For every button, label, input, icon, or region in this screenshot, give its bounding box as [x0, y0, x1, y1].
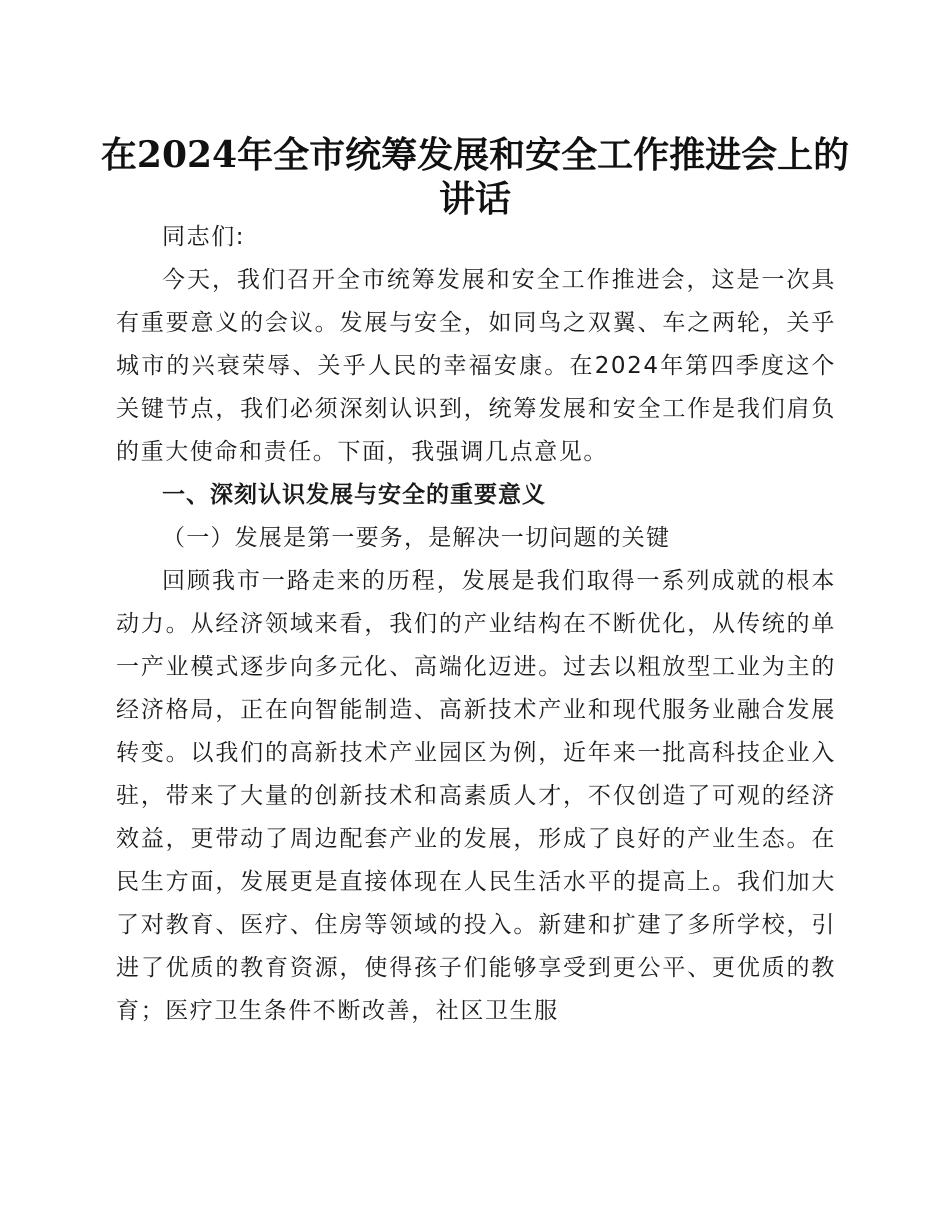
- paragraph-intro: 今天，我们召开全市统筹发展和安全工作推进会，这是一次具有重要意义的会议。发展与安全，如同鸟之双翼、车之两轮，关乎城市的兴衰荣辱、关乎人民的幸福安康。在2024年第四季度这个关键节点，我们必须深刻认识到，统筹发展和安全工作是我们肩负的重大使命和责任。下面，我强调几点意见。: [116, 267, 836, 465]
- document-body: [116, 216, 836, 1033]
- subsection-heading-1-1: （一）发展是第一要务，是解决一切问题的关键: [162, 525, 671, 551]
- salutation: 同志们:: [162, 224, 246, 250]
- document-title-line-1: 在2024年全市统筹发展和安全工作推进会上的: [100, 134, 850, 176]
- paragraph-development: 回顾我市一路走来的历程，发展是我们取得一系列成就的根本动力。从经济领域来看，我们的产业结构在不断优化，从传统的单一产业模式逐步向多元化、高端化迈进。过去以粗放型工业为主的经济格局，正在向智能制造、高新技术产业和现代服务业融合发展转变。以我们的高新技术产业园区为例，近年来一批高科技企业入驻，带来了大量的创新技术和高素质人才，不仅创造了可观的经济效益，更带动了周边配套产业的发展，形成了良好的产业生态。在民生方面，发展更是直接体现在人民生活水平的提高上。我们加大了对教育、医疗、住房等领域的投入。新建和扩建了多所学校，引进了优质的教育资源，使得孩子们能够享受到更公平、更优质的教育；医疗卫生条件不断改善，社区卫生服: [116, 568, 836, 1024]
- section-heading-1: 一、深刻认识发展与安全的重要意义: [162, 482, 546, 508]
- document-title-line-2: 讲话: [438, 178, 511, 220]
